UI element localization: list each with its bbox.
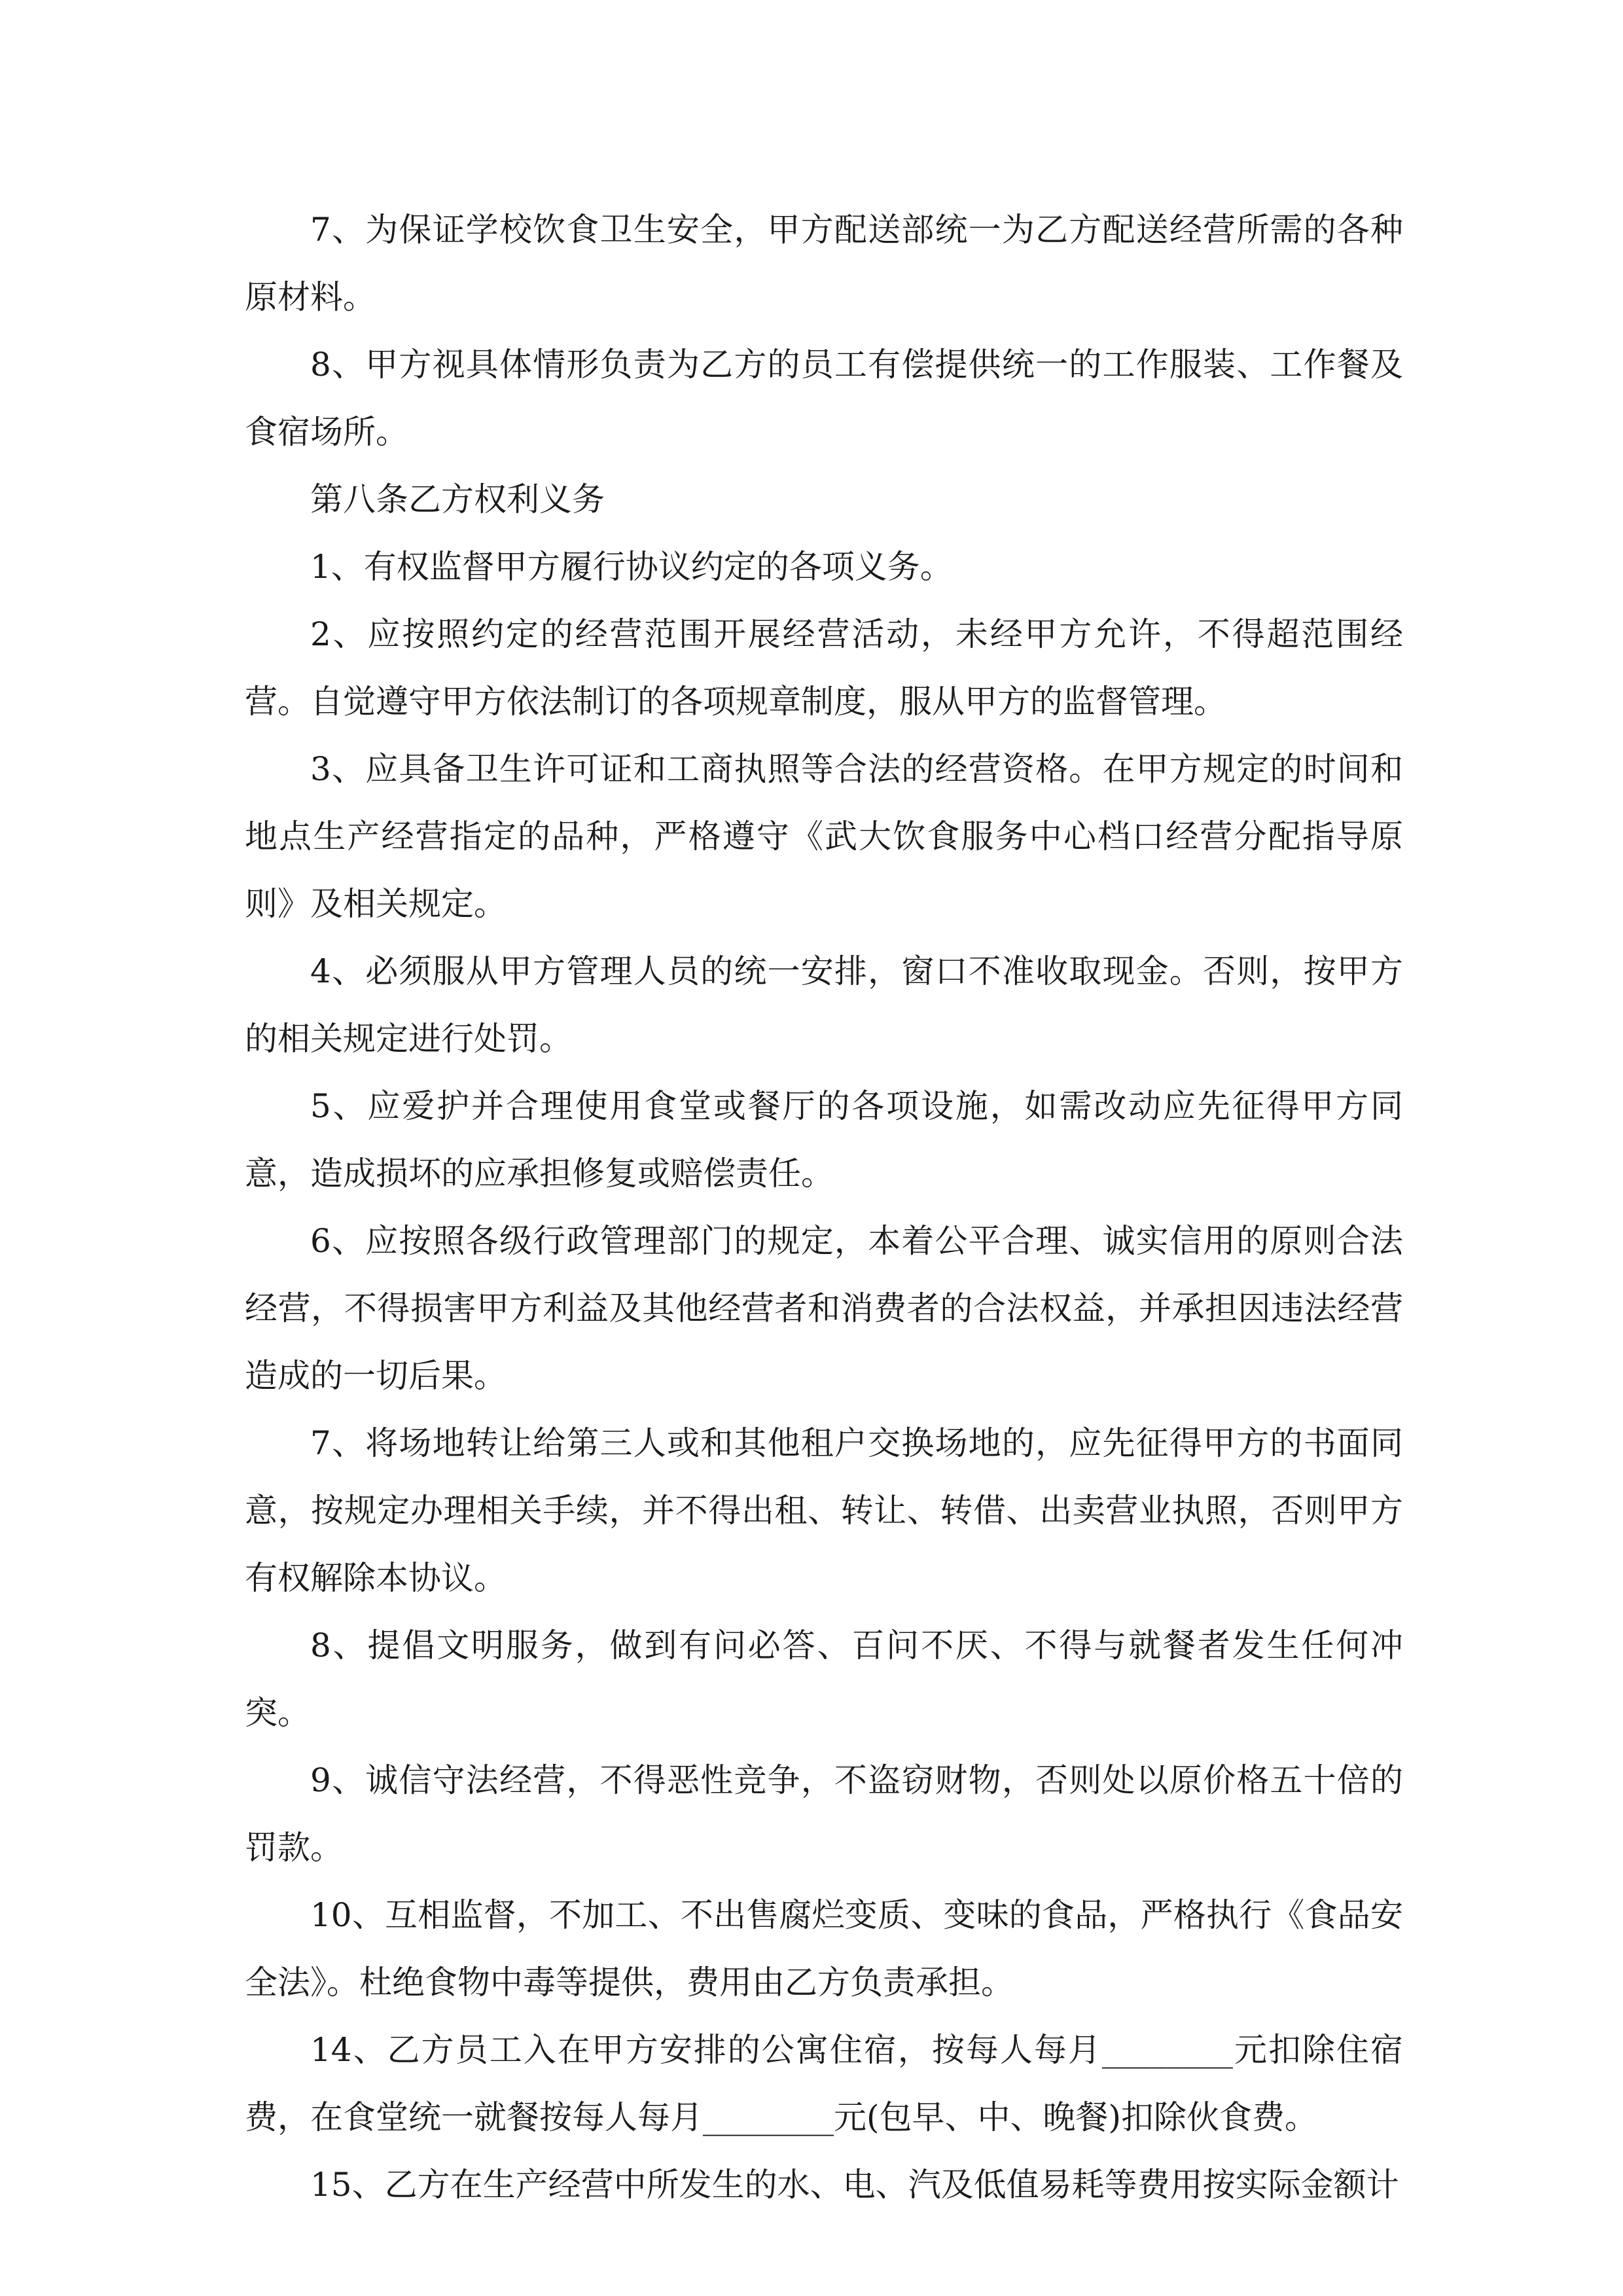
paragraph-10-food-safety: 10、互相监督，不加工、不出售腐烂变质、变味的食品，严格执行《食品安全法》。杜绝食物中毒等提供，费用由乙方负责承担。 (245, 1896, 1403, 2001)
paragraph-14-accommodation-fees: 14、乙方员工入在甲方安排的公寓住宿，按每人每月________元扣除住宿费，在食堂统一就餐按每人每月________元(包早、中、晚餐)扣除伙食费。 (245, 2031, 1403, 2136)
paragraph-7-site-transfer: 7、将场地转让给第三人或和其他租户交换场地的，应先征得甲方的书面同意，按规定办理相关手续，并不得出租、转让、转借、出卖营业执照，否则甲方有权解除本协议。 (245, 1424, 1403, 1597)
paragraph-2-business-scope: 2、应按照约定的经营范围开展经营活动，未经甲方允许，不得超范围经营。自觉遵守甲方依法制订的各项规章制度，服从甲方的监督管理。 (245, 615, 1403, 721)
paragraph-3-qualifications: 3、应具备卫生许可证和工商执照等合法的经营资格。在甲方规定的时间和地点生产经营指定的品种，严格遵守《武大饮食服务中心档口经营分配指导原则》及相关规定。 (245, 750, 1403, 923)
paragraph-8-staff-provisions: 8、甲方视具体情形负责为乙方的员工有偿提供统一的工作服装、工作餐及食宿场所。 (245, 346, 1403, 451)
section-heading-article-8: 第八条乙方权利义务 (310, 480, 605, 518)
paragraph-5-facilities: 5、应爱护并合理使用食堂或餐厅的各项设施，如需改动应先征得甲方同意，造成损坏的应承担修复或赔偿责任。 (245, 1087, 1403, 1193)
paragraph-6-lawful-operation: 6、应按照各级行政管理部门的规定，本着公平合理、诚实信用的原则合法经营，不得损害甲方利益及其他经营者和消费者的合法权益，并承担因违法经营造成的一切后果。 (245, 1222, 1403, 1395)
paragraph-9-integrity: 9、诚信守法经营，不得恶性竞争，不盗窃财物，否则处以原价格五十倍的罚款。 (245, 1761, 1403, 1867)
paragraph-4-no-cash: 4、必须服从甲方管理人员的统一安排，窗口不准收取现金。否则，按甲方的相关规定进行处罚。 (245, 952, 1403, 1058)
paragraph-7-material-supply: 7、为保证学校饮食卫生安全，甲方配送部统一为乙方配送经营所需的各种原材料。 (245, 211, 1403, 316)
document-body (245, 196, 1403, 2219)
paragraph-15-utility-costs: 15、乙方在生产经营中所发生的水、电、汽及低值易耗等费用按实际金额计 (310, 2166, 1399, 2204)
paragraph-8-civil-service: 8、提倡文明服务，做到有问必答、百问不厌、不得与就餐者发生任何冲突。 (245, 1626, 1403, 1732)
paragraph-1-supervision-right: 1、有权监督甲方履行协议约定的各项义务。 (310, 548, 953, 586)
